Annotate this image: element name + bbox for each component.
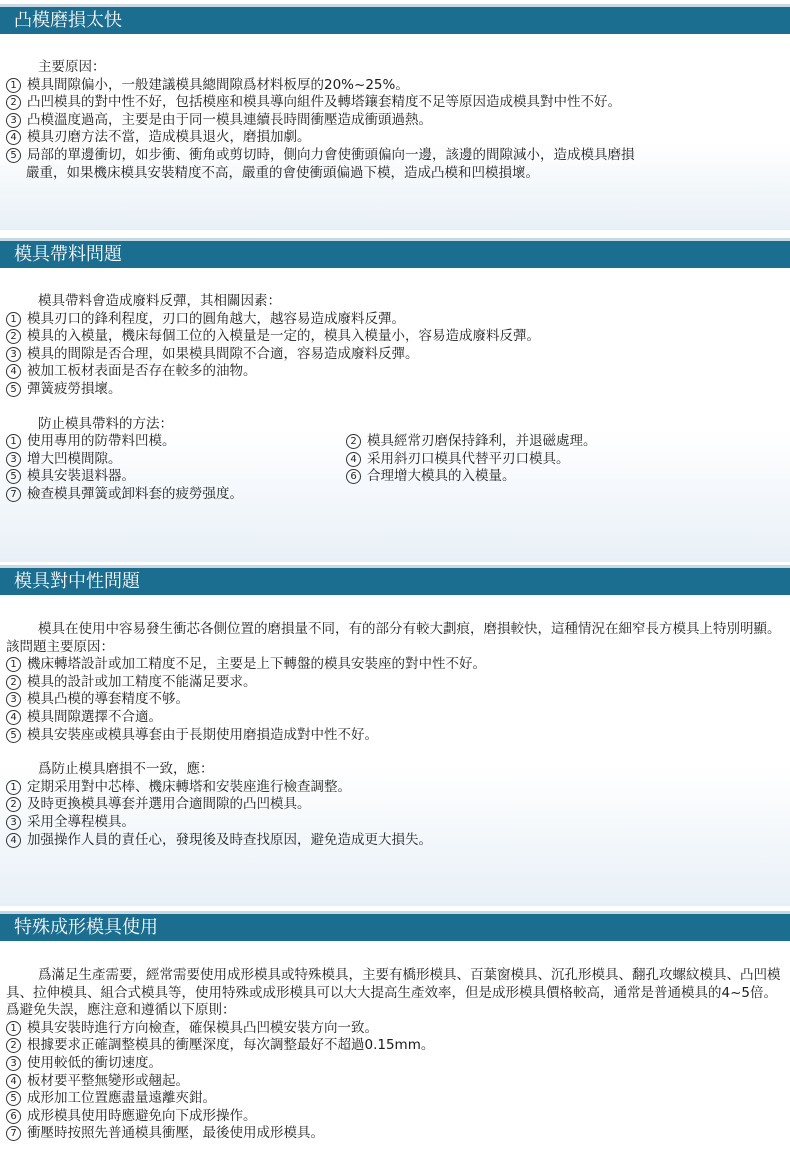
number-badge: 2 (6, 95, 21, 110)
section-alignment (0, 565, 790, 906)
number-badge: 1 (6, 1021, 21, 1036)
list-item: 1 使用專用的防帶料凹模。 (0, 433, 340, 451)
list-item: 1 機床轉塔設計或加工精度不足，主要是上下轉盤的模具安裝座的對中性不好。 (0, 656, 790, 674)
number-badge: 6 (6, 1109, 21, 1124)
number-badge: 5 (6, 728, 21, 743)
list-item: 2 模具的設計或加工精度不能滿足要求。 (0, 674, 790, 692)
number-badge: 1 (6, 780, 21, 795)
number-badge: 3 (6, 815, 21, 830)
number-badge: 7 (6, 487, 21, 502)
list-item: 2 模具經常刃磨保持鋒利，并退磁處理。 (340, 433, 680, 451)
number-badge: 2 (6, 329, 21, 344)
section-title: 模具帶料問題 (0, 238, 790, 268)
intro-paragraph: 模具在使用中容易發生衝芯各側位置的磨損量不同，有的部分有較大劃痕，磨損較快，這種情況在細窄長方模具上特別明顯。該問題主要原因： (6, 621, 781, 655)
list-item: 6 合理增大模具的入模量。 (340, 468, 680, 486)
number-badge: 1 (6, 434, 21, 449)
number-badge: 2 (6, 797, 21, 812)
list-item: 3 使用較低的衝切速度。 (0, 1055, 790, 1073)
number-badge: 5 (6, 469, 21, 484)
section-title: 特殊成形模具使用 (0, 911, 790, 941)
list-item: 2 凸凹模具的對中性不好，包括模座和模具導向組件及轉塔鑲套精度不足等原因造成模具對中性不好。 (0, 94, 790, 112)
number-badge: 4 (6, 833, 21, 848)
list-item: 3 增大凹模間隙。 (0, 451, 340, 469)
number-badge: 2 (6, 675, 21, 690)
number-badge: 1 (6, 312, 21, 327)
section-title: 凸模磨損太快 (0, 4, 790, 34)
list-item: 1 模具安裝時進行方向檢查，確保模具凸凹模安裝方向一致。 (0, 1020, 790, 1038)
list-item: 1 模具間隙偏小，一般建議模具總間隙爲材料板厚的20%~25%。 (0, 77, 790, 95)
list-item: 3 凸模溫度過高，主要是由于同一模具連續長時間衝壓造成衝頭過熱。 (0, 112, 790, 130)
method-row (0, 451, 790, 469)
intro-text: 爲防止模具磨損不一致，應： (38, 761, 214, 778)
number-badge: 3 (6, 692, 21, 707)
intro-text: 防止模具帶料的方法： (38, 415, 173, 432)
number-badge: 3 (6, 113, 21, 128)
number-badge: 3 (6, 452, 21, 467)
list-item: 3 模具凸模的導套精度不够。 (0, 691, 790, 709)
number-badge: 4 (6, 1074, 21, 1089)
number-badge: 4 (6, 364, 21, 379)
list-item-continuation: 嚴重，如果機床模具安裝精度不高，嚴重的會使衝頭偏過下模，造成凸模和凹模損壞。 (26, 164, 539, 181)
section-forming-tools (0, 911, 790, 1165)
list-item: 4 模具刃磨方法不當，造成模具退火，磨損加劇。 (0, 129, 790, 147)
number-badge: 6 (346, 469, 361, 484)
list-item: 5 局部的單邊衝切，如步衝、衝角或剪切時，側向力會使衝頭偏向一邊，該邊的間隙減小，造成模具磨損 (0, 147, 790, 165)
list-item: 3 采用全導程模具。 (0, 814, 790, 832)
method-row (0, 468, 790, 486)
list-item: 4 模具間隙選擇不合適。 (0, 709, 790, 727)
number-badge: 7 (6, 1126, 21, 1141)
number-badge: 2 (346, 434, 361, 449)
list-item: 5 模具安裝退料器。 (0, 468, 340, 486)
number-badge: 5 (6, 148, 21, 163)
list-item: 1 定期采用對中芯棒、機床轉塔和安裝座進行檢查調整。 (0, 779, 790, 797)
section-title: 模具對中性問題 (0, 565, 790, 595)
method-row (0, 486, 790, 504)
number-badge: 4 (6, 710, 21, 725)
list-item: 4 板材要平整無變形或翹起。 (0, 1073, 790, 1091)
intro-paragraph: 爲滿足生產需要，經常需要使用成形模具或特殊模具，主要有橋形模具、百葉窗模具、沉孔形模具、翻孔攻螺紋模具、凸凹模具、拉伸模具、組合式模具等，使用特殊或成形模具可以大大提高生產效率，但是成形模具價格較高，通常是普通模具的4~5倍。爲避免失誤，應注意和遵循以下原則： (6, 967, 781, 1019)
number-badge: 5 (6, 1091, 21, 1106)
list-item: 2 根據要求正確調整模具的衝壓深度，每次調整最好不超過0.15mm。 (0, 1037, 790, 1055)
list-item: 3 模具的間隙是否合理，如果模具間隙不合適，容易造成廢料反彈。 (0, 346, 790, 364)
number-badge: 1 (6, 78, 21, 93)
number-badge: 4 (346, 452, 361, 467)
intro-text: 主要原因： (38, 59, 106, 75)
list-item: 5 模具安裝座或模具導套由于長期使用磨損造成對中性不好。 (0, 727, 790, 745)
number-badge: 3 (6, 1056, 21, 1071)
number-badge: 2 (6, 1038, 21, 1053)
list-item: 4 采用斜刃口模具代替平刃口模具。 (340, 451, 680, 469)
list-item: 1 模具刃口的鋒利程度，刃口的圓角越大，越容易造成廢料反彈。 (0, 311, 790, 329)
section-punch-wear (0, 4, 790, 230)
list-item: 5 彈簧疲勞損壞。 (0, 381, 790, 399)
list-item: 7 檢查模具彈簧或卸料套的疲勞强度。 (0, 486, 340, 504)
list-item: 5 成形加工位置應盡量遠離夾鉗。 (0, 1090, 790, 1108)
method-row (0, 433, 790, 451)
list-item: 2 及時更換模具導套并選用合適間隙的凸凹模具。 (0, 796, 790, 814)
intro-text: 模具帶料會造成廢料反彈，其相關因素： (38, 293, 281, 309)
list-item: 4 被加工板材表面是否存在較多的油物。 (0, 363, 790, 381)
list-item: 4 加强操作人員的責任心，發現後及時查找原因，避免造成更大損失。 (0, 832, 790, 850)
number-badge: 4 (6, 130, 21, 145)
number-badge: 5 (6, 382, 21, 397)
number-badge: 1 (6, 657, 21, 672)
number-badge: 3 (6, 347, 21, 362)
list-item: 6 成形模具使用時應避免向下成形操作。 (0, 1108, 790, 1126)
section-slug-pulling (0, 238, 790, 562)
list-item: 2 模具的入模量，機床每個工位的入模量是一定的，模具入模量小，容易造成廢料反彈。 (0, 328, 790, 346)
list-item: 7 衝壓時按照先普通模具衝壓，最後使用成形模具。 (0, 1125, 790, 1143)
